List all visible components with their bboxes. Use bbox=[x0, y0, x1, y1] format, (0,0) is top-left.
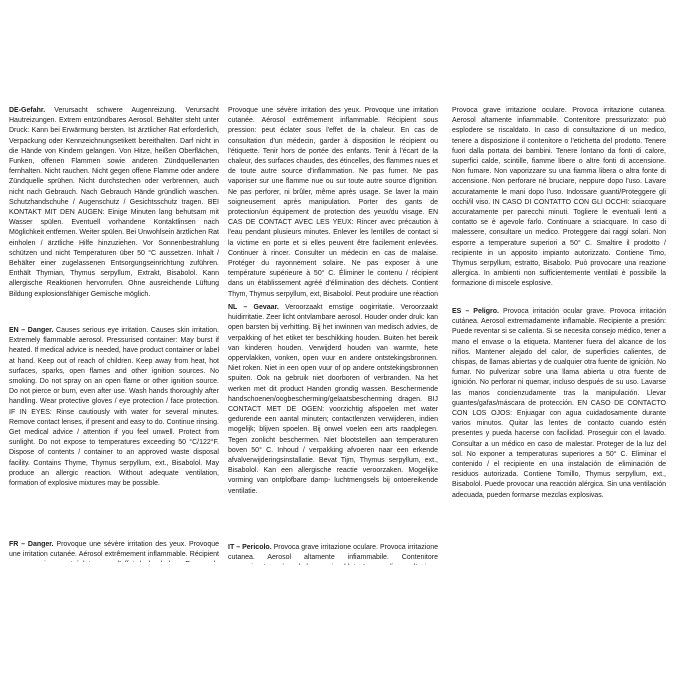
es-text: Provoca irritación ocular grave. Provoca irritación cutánea. Aerosol extremadamente inflamable. Recipiente a presión: Puede reventar si se calienta. Si se necesita consejo médico, tener a mano el envase o la etiqueta. Mantener fuera del alcance de los niños. Mantener alejado del calor, de superficies calientes, de chispas, de llamas abiertas y de cualquier otra fuente de ignición. No fumar. No pulverizar sobre una llama abierta u otra fuente de ignición. No perforar ni quemar, incluso después de su uso. Lavarse las manos concienzudamente tras la manipulación. Llevar guantes/gafas/máscara de protección. EN CASO DE CONTACTO CON LOS OJOS: Enjuagar con agua cuidadosamente durante varios minutos. Quitar las lentes de contacto cuando estén presentes y pueda hacerse con facilidad. Proseguir con el lavado. Consultar a un médico en caso de malestar. Proteger de la luz del sol. No exponer a temperaturas superiores a 50° C. Eliminar el contenido / el recipiente en una instalación de eliminación de residuos autorizada. Contiene Tomillo, Thymus serpyllum, ext., Bisabolol. Puede provocar una reacción alérgica. Sin una ventilación adecuada, pueden formarse mezclas explosivas. bbox=[452, 308, 666, 499]
fr-warning-block bbox=[9, 540, 219, 562]
de-text: Verursacht schwere Augenreizung. Verursacht Hautreizungen. Extrem entzündbares Aerosol. Behälter steht unter Druck: Kann bei Erwärmung bersten. Ist ärztlicher Rat erforderlich, Verpackung oder Kennzeichnungsetikett bereithalten. Darf nicht in die Hände von Kindern gelangen. Von Hitze, heißen Oberflächen, Funken, offenen Flammen sowie anderen Zündquellenarten fernhalten. Nicht rauchen. Nicht gegen offene Flamme oder andere Zündquelle sprühen. Nicht durchstechen oder verbrennen, auch nicht nach Gebrauch. Nach Gebrauch Hände gründlich waschen. Schutzhandschuhe / Augenschutz / Gesichtsschutz tragen. BEI KONTAKT MIT DEN AUGEN: Einige Minuten lang behutsam mit Wasser spülen. Eventuell vorhandene Kontaktlinsen nach Möglichkeit entfernen. Weiter spülen. Bei Unwohlsein ärztlichen Rat einholen / ärztliche Hilfe hinzuziehen. Vor Sonnenbestrahlung schützen und nicht Temperaturen über 50 °C aussetzen. Inhalt / Behälter einer zugelassenen Entsorgungseinrichtung zuführen. Enthält Thymian, Thymus serpyllum, Extrakt, Bisabolol. Kann allergische Reaktionen hervorrufen. Ohne ausreichende Lüftung Bildung explosionsfähiger Gemische möglich. bbox=[9, 107, 219, 298]
en-warning-block bbox=[9, 326, 219, 534]
nl-heading: NL – Gevaar. bbox=[228, 304, 286, 311]
en-text: Causes serious eye irritation. Causes skin irritation. Extremely flammable aerosol. Pressurised container: May burst if heated. If medical advice is needed, have product container or label at hand. Keep out of reach of children. Keep away from heat, hot surfaces, sparks, open flames and other ignition sources. No smoking. Do not spray on an open flame or other ignition source. Do not pierce or burn, even after use. Wash hands thoroughly after handling. Wear protective gloves / eye protection / face protection. IF IN EYES: Rinse cautiously with water for several minutes. Remove contact lenses, if present and easy to do. Continue rinsing. Get medical advice / attention if you feel unwell. Protect from sunlight. Do not expose to temperatures exceeding 50 °C/122°F. Dispose of contents / container to an approved waste disposal facility. Contains Thyme, Thymus serpyllum, ext., Bisabolol. May produce an allergic reaction. Without adequate ventilation, formation of explosive mixtures may be possible. bbox=[9, 327, 219, 488]
es-heading: ES – Peligro. bbox=[452, 308, 504, 315]
it-text: Provoca grave irritazione oculare. Provoca irritazione cutanea. Aerosol altamente infiammabile. Contenitore bbox=[228, 544, 438, 562]
de-heading: DE-Gefahr. bbox=[9, 107, 55, 114]
fr-heading: FR – Danger. bbox=[9, 541, 57, 548]
es-warning-block bbox=[452, 307, 666, 552]
it-warning-continued bbox=[452, 106, 666, 302]
nl-text: Veroorzaakt ernstige oogirritatie. Veroorzaakt huidirritatie. Zeer licht ontvlambare aerosol. Houder onder druk: kan open barsten bij verhitting. Bij het inwinnen van medisch advies, de verpakking of het etiket ter beschikking houden. Buiten het bereik van kinderen houden. Verwijderd houden van warmte, hete oppervlakken, vonken, open vuur en andere ontstekingsbronnen. Niet roken. Niet in een open vuur of op andere ontstekingsbronnen spuiten. Ook na gebruik niet doorboren of verbranden. Na het werken met dit product Handen grondig wassen. Beschermende handschoenen/oogbescherming/gelaatsbescherming dragen. BIJ CONTACT MET DE OGEN: voorzichtig afspoelen met water gedurende een aantal minuten; contactlenzen verwijderen, indien mogelijk; blijven spoelen. Bij onwel voelen een arts raadplegen. Tegen zonlicht beschermen. Niet blootstellen aan temperaturen boven 50° C. Inhoud / verpakking afvoeren naar een erkende afvalverwijderingsinstallatie. Bevat Tijm, Thymus serpyllum, ext., Bisabolol. Kan een allergische reactie veroorzaken. Mogelijke vorming van ontplofbare damp- luchtmengsels bij ontoereikende ventilatie. bbox=[228, 304, 438, 495]
fr-text: Provoque une sévère irritation des yeux. Provoque une irritation cutanée. Aérosol extrêmement inflammable. Récipient bbox=[9, 541, 219, 559]
de-warning-block bbox=[9, 106, 219, 320]
nl-warning-block bbox=[228, 303, 438, 542]
en-heading: EN – Danger. bbox=[9, 327, 57, 334]
fr-text-continued: Provoque une sévère irritation des yeux. Provoque une irritation cutanée. Aérosol extrêmement inflammable. Récipient sous pression: peut éclater sous l'effet de la chaleur. En cas de consultation d'un médecin, garder à disposition le récipient ou l'étiquette. Tenir hors de portée des enfants. Tenir à l'écart de la chaleur, des surfaces chaudes, des étincelles, des flammes nues et de toute autre source d'inflammation. Ne pas fumer. Ne pas vaporiser sur une flamme nue ou sur toute autre source d'ignition. Ne pas perforer, ni brûler, même après usage. Se laver la main soigneusement après manipulation. Porter des gants de protection/un équipement de protection des yeux/du visage. EN CAS DE CONTACT AVEC LES YEUX: Rincer avec précaution à l'eau pendant plusieurs minutes. Enlever les lentilles de contact si la victime en porte et si elles peuvent être facilement enlevées. Continuer à rincer. Consulter un médecin en cas de malaise. Protéger du rayonnement solaire. Ne pas exposer à une température supérieure à 50° C. Éliminer le contenu / récipient dans un établissement agréé d'élimination des déchets. Contient Thym, Thymus serpyllum, ext, Bisabolol. Peut produire une réaction bbox=[228, 107, 438, 298]
it-text-continued: Provoca grave irritazione oculare. Provoca irritazione cutanea. Aerosol altamente infiammabile. Contenitore pressurizzato: può esplodere se riscaldato. In caso di consultazione di un medico, tenere a disposizione il contenitore o l'etichetta del prodotto. Tenere fuori dalla portata dei bambini. Tenere lontano da fonti di calore, superfici calde, scintille, fiamme libere o altre fonti di accensione. Non fumare. Non vaporizzare su una fiamma libera o altra fonte di accensione. Non perforare né bruciare, neppure dopo l'uso. Lavare accuratamente le mani dopo l'uso. Indossare guanti/Proteggere gli occhi/il viso. IN CASO DI CONTATTO CON GLI OCCHI: sciacquare accuratamente per parecchi minuti. Togliere le eventuali lenti a contatto se è agevole farlo. Continuare a sciacquare. In caso di malessere, consultare un medico. Proteggere dai raggi solari. Non esporre a temperature superiori a 50° C. Smaltire il prodotto / recipiente in un apposito impianto autorizzato. Contiene Timo, Thymus serpyllum, estratto, Bisabolo. Può provocare una reazione allergica. In ambienti non sufficientemente ventilati è possibile la formazione di miscele esplosive. bbox=[452, 107, 666, 288]
fr-warning-continued bbox=[228, 106, 438, 301]
it-warning-block bbox=[228, 543, 438, 565]
it-heading: IT – Pericolo. bbox=[228, 544, 274, 551]
